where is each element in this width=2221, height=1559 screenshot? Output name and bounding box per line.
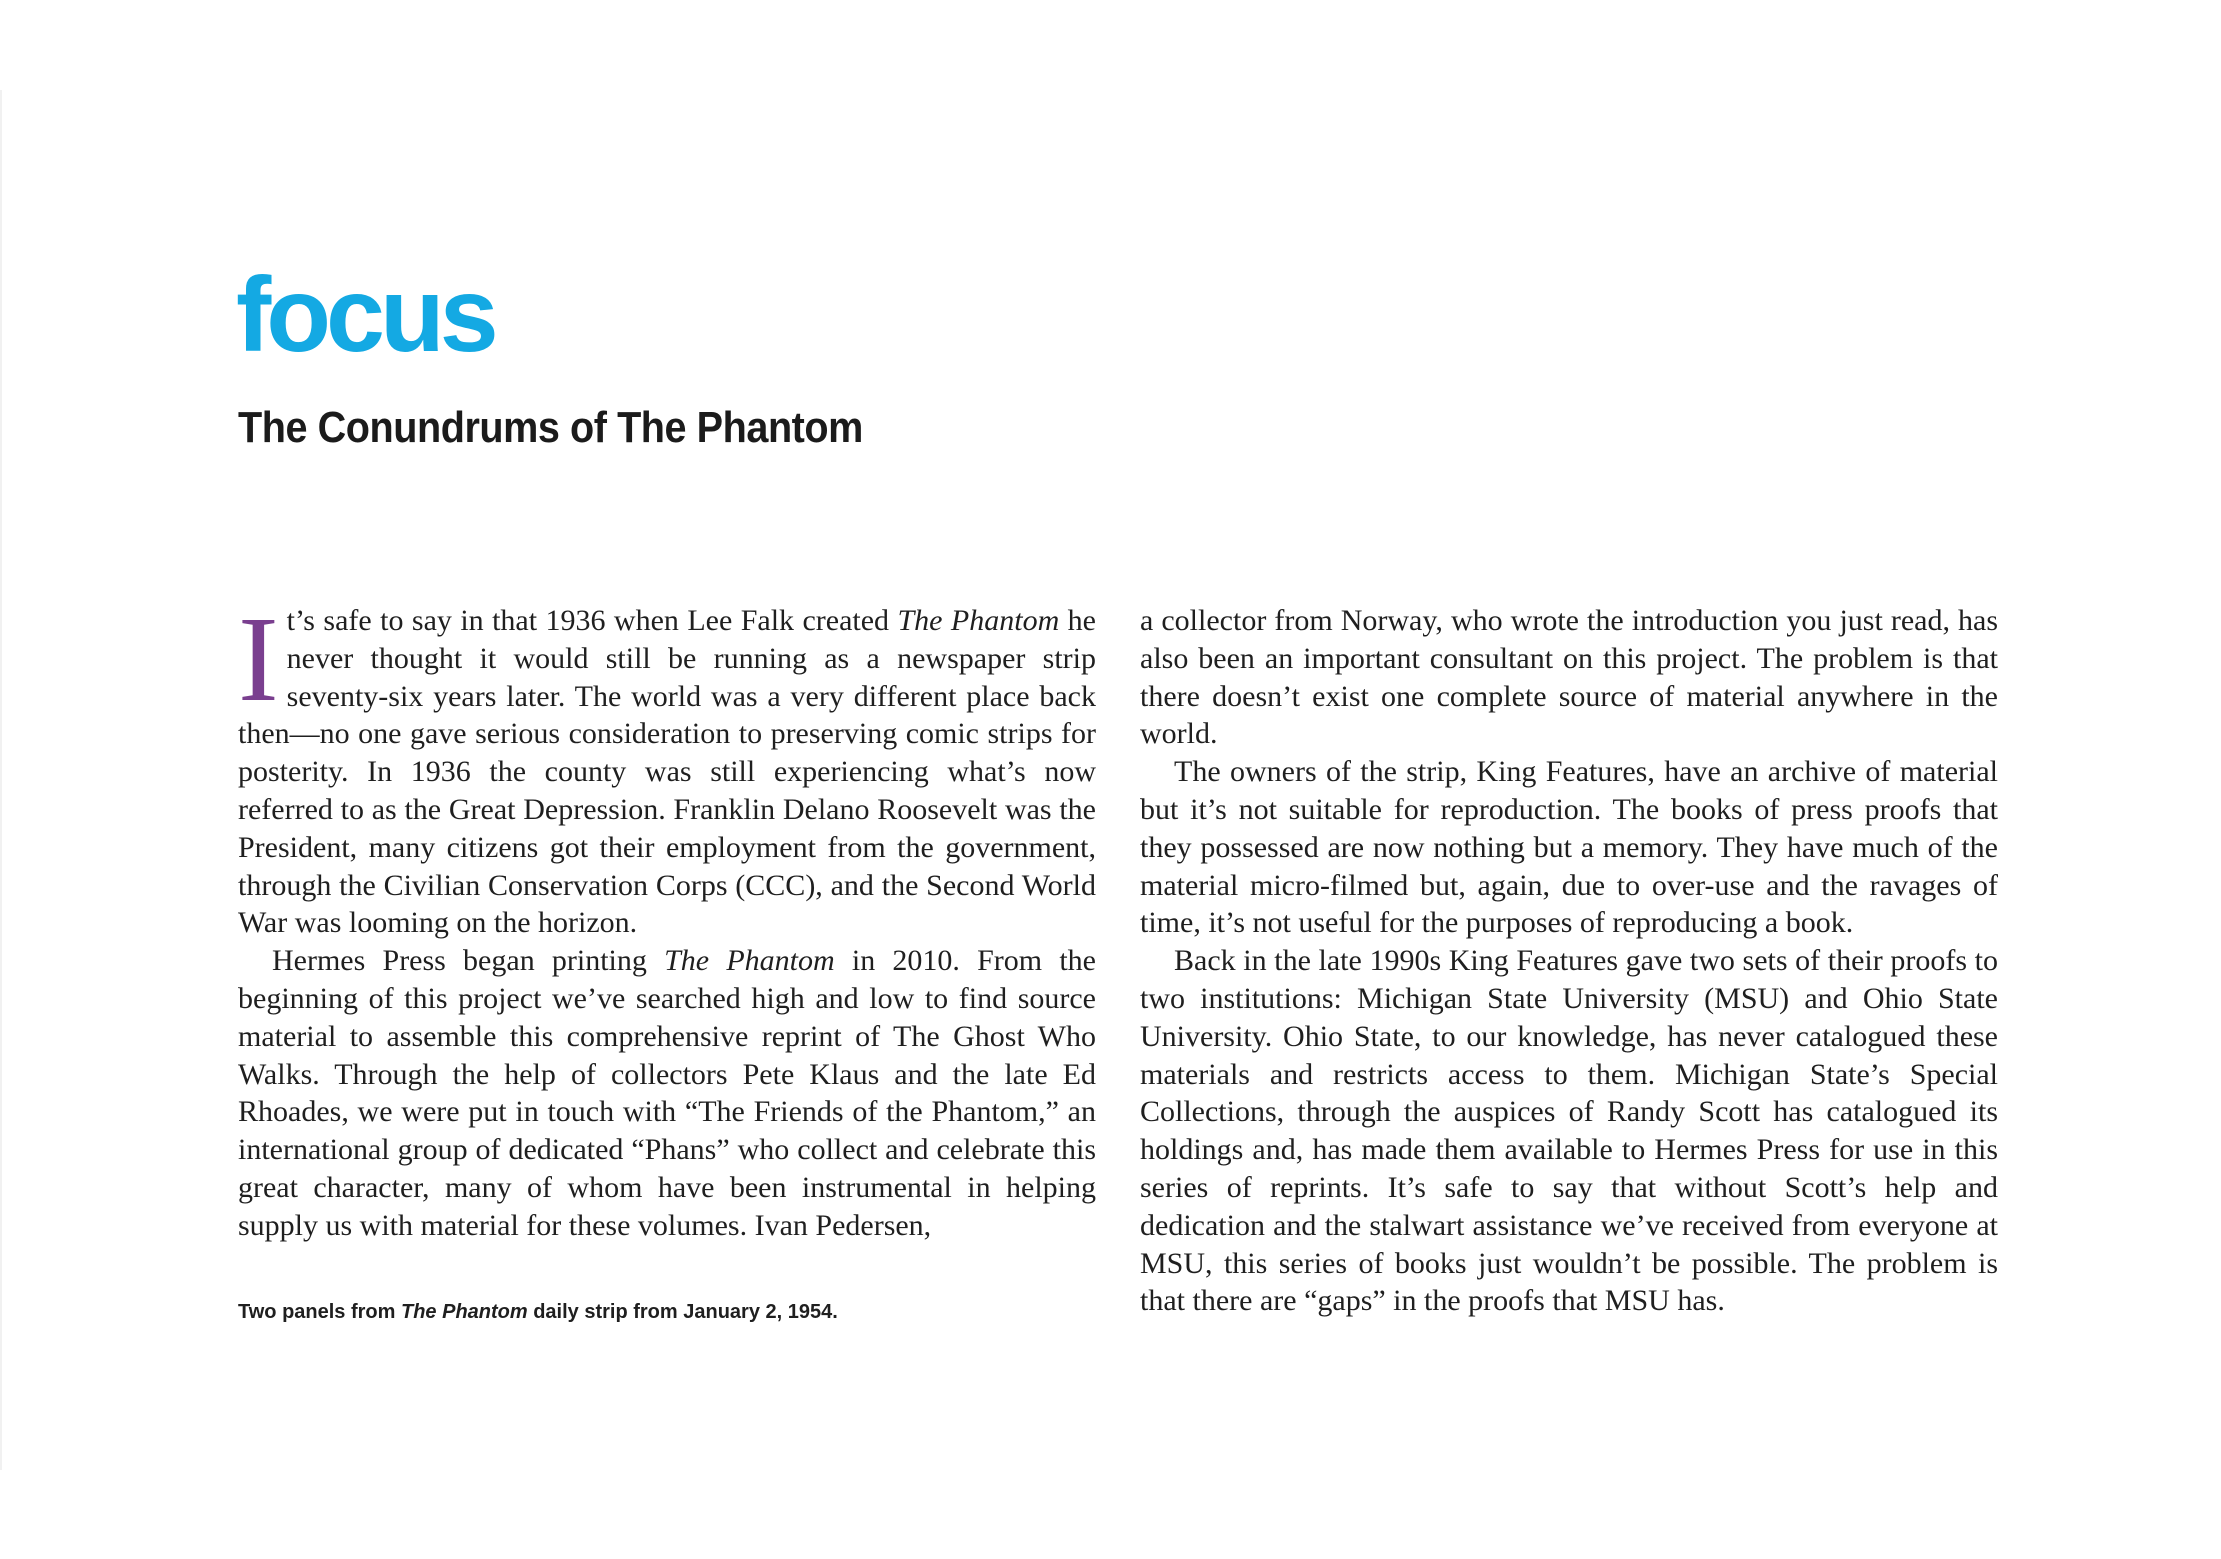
strip-title-italic: The Phantom bbox=[664, 944, 835, 978]
paragraph-text: in 2010. From the beginning of this project we’ve searched high and low to find source material to assemble this comprehensive reprint of The Ghost Who Walks. Through the help of collectors Pete Klaus and the late Ed Rhoades, we were put in touch with “The Friends of the Phantom,” an international group of dedicated “Phans” who collect and celebrate this great character, many of whom have been instrumental in helping supply us with material for these volumes. Ivan Pedersen, bbox=[238, 944, 1096, 1242]
paragraph-text: he never thought it would still be running as a newspaper strip seventy-six years later. The world was a very different place back then—no one gave serious consideration to preserving comic strips for posterity. In 1936 the county was still experiencing what’s now referred to as the Great Depression. Franklin Delano Roosevelt was the President, many citizens got their employment from the government, through the Civilian Conservation Corps (CCC), and the Second World War was looming on the horizon. bbox=[238, 604, 1096, 940]
article-paragraph-4: The owners of the strip, King Features, have an archive of material but it’s not suitable for reproduction. The books of press proofs that they possessed are now nothing but a memory. They have much of the material micro-filmed but, again, due to over-use and the ravages of time, it’s not useful for the purposes of reproducing a book. bbox=[1140, 755, 1998, 940]
strip-title-italic: The Phantom bbox=[897, 604, 1060, 637]
figure-caption bbox=[238, 1300, 838, 1324]
caption-text: Two panels from bbox=[238, 1301, 401, 1323]
article-paragraph-5: Back in the late 1990s King Features gave two sets of their proofs to two institutions: Michigan State University (MSU) and Ohio State University. Ohio State, to our knowledge, has never catalogued these materials and restricts access to them. Michigan State’s Special Collections, through the auspices of Randy Scott has catalogued its holdings and, has made them available to Hermes Press for use in this series of reprints. It’s safe to say that without Scott’s help and dedication and the stalwart assistance we’ve received from everyone at MSU, this series of books just wouldn’t be possible. The problem is that there are “gaps” in the proofs that MSU has. bbox=[1140, 944, 1998, 1318]
article-column-right bbox=[1140, 602, 1998, 1320]
article-paragraph-3: a collector from Norway, who wrote the introduction you just read, has also been an important consultant on this project. The problem is that there doesn’t exist one complete source of material anywhere in the world. bbox=[1140, 604, 1998, 751]
article-paragraph-1 bbox=[238, 592, 1096, 942]
article-title: The Conundrums of The Phantom bbox=[238, 403, 863, 452]
article-column-left bbox=[238, 592, 1096, 1245]
article-paragraph-2 bbox=[238, 942, 1096, 1244]
drop-cap: I bbox=[238, 592, 279, 727]
section-label: focus bbox=[236, 256, 494, 374]
page-edge-divider bbox=[0, 90, 2, 1470]
caption-title-italic: The Phantom bbox=[400, 1301, 528, 1323]
paragraph-text: Hermes Press began printing bbox=[272, 944, 665, 978]
paragraph-text: t’s safe to say in that 1936 when Lee Falk created bbox=[286, 604, 898, 637]
caption-text: daily strip from January 2, 1954. bbox=[527, 1301, 838, 1323]
